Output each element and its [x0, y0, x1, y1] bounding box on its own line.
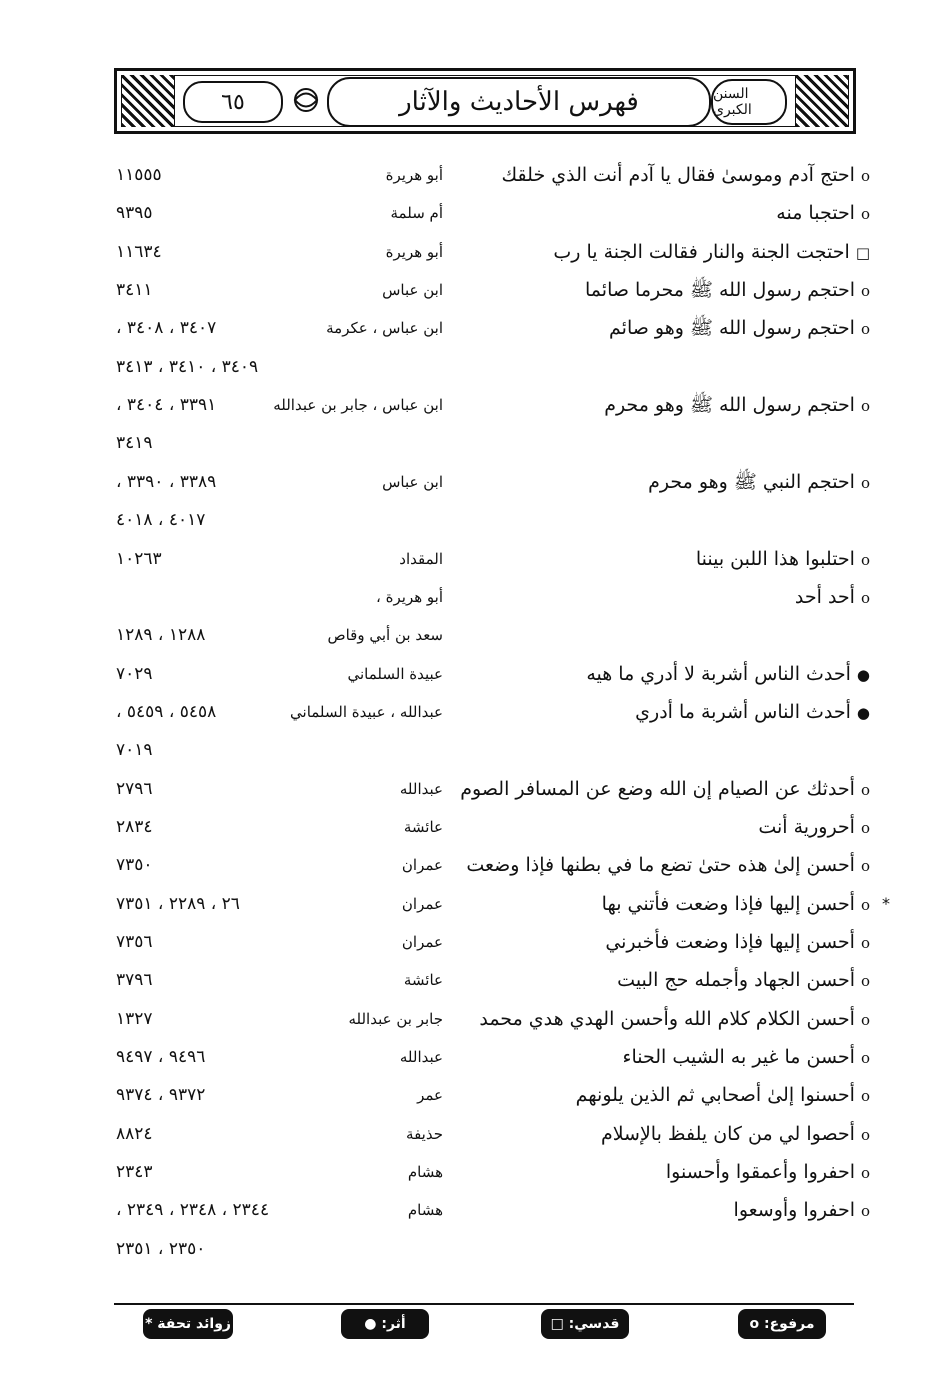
hadith-text-label: أحصوا لي من كان يلفظ بالإسلام	[600, 1122, 855, 1145]
hadith-text-label: احتجم رسول الله ﷺ محرما صائما	[585, 279, 855, 302]
list-item	[0, 425, 945, 461]
narrator: هشام	[407, 1201, 443, 1220]
hadith-text	[635, 694, 870, 731]
legend-marfu: مرفوع: o	[738, 1309, 826, 1339]
entry-marker-icon: o	[860, 895, 870, 914]
hadith-numbers: ٣٤١٩	[116, 433, 153, 454]
list-item	[0, 349, 945, 385]
list-item	[0, 924, 945, 960]
hadith-text-label: احفروا وأعمقوا وأحسنوا	[665, 1161, 855, 1184]
entry-marker-icon: o	[860, 934, 870, 952]
entry-marker-icon: o	[860, 1049, 870, 1068]
page-title: فهرس الأحاديث والآثار	[327, 77, 711, 127]
hadith-text-label: احتجت الجنة والنار فقالت الجنة يا رب	[553, 240, 850, 263]
list-item	[0, 1001, 945, 1037]
hadith-text	[648, 464, 870, 501]
hadith-text	[666, 1154, 870, 1191]
hadith-text	[776, 195, 870, 232]
narrator: عمران	[401, 856, 443, 875]
hadith-numbers: ٩٣٩٥	[116, 203, 153, 224]
entry-marker-icon: o	[860, 588, 870, 607]
narrator: أبو هريرة	[385, 242, 443, 261]
hadith-text-label: أحدث الناس أشربة لا أدري ما هيه	[586, 662, 851, 685]
narrator: أبو هريرة ،	[376, 587, 443, 606]
hadith-numbers: ٧٣٥٠	[116, 855, 153, 876]
entry-marker-icon: o	[860, 397, 870, 416]
narrator: عبيدة السلماني	[347, 664, 443, 683]
hadith-text-label: أحسن ما غير به الشيب الحناء	[622, 1046, 855, 1069]
hadith-text	[576, 1077, 870, 1114]
hadith-text	[734, 1192, 870, 1229]
list-item	[0, 1077, 945, 1113]
hadith-text-label: أحدث الناس أشربة ما أدري	[635, 700, 851, 723]
list-item	[0, 1116, 945, 1152]
hadith-numbers: ٢٧٩٦	[116, 778, 153, 799]
list-item	[0, 464, 945, 500]
entry-marker-icon: o	[860, 857, 870, 876]
list-item	[0, 617, 945, 653]
hadith-numbers: ١١٥٥٥	[116, 165, 162, 185]
hadith-text-label: احتجبا منه	[776, 202, 855, 225]
hadith-text-label: احتجم رسول الله ﷺ وهو صائم	[609, 317, 855, 340]
list-item	[0, 1231, 945, 1267]
narrator: سعد بن أبي وقاص	[327, 626, 443, 645]
narrator: هشام	[407, 1163, 443, 1182]
narrator: عبدالله ، عبيدة السلماني	[290, 702, 443, 721]
hadith-numbers: ٢٣٤٣	[116, 1162, 153, 1183]
hadith-numbers: ٣٣٨٩ ، ٣٣٩٠ ،	[116, 471, 217, 492]
entry-marker-icon: ●	[856, 703, 870, 722]
hadith-numbers: ٨٨٢٤	[116, 1123, 153, 1144]
hadith-numbers: ٣٣٩١ ، ٣٤٠٤ ،	[116, 395, 217, 416]
list-item	[0, 656, 945, 692]
hadith-numbers: ٣٤٠٧ ، ٣٤٠٨ ،	[116, 318, 217, 339]
hadith-numbers: ٧٠١٩	[116, 740, 153, 761]
hadith-numbers: ١١٦٣٤	[116, 241, 162, 262]
list-item	[0, 579, 945, 615]
entry-marker-icon: o	[860, 1164, 870, 1183]
hadith-text-label: احتجم النبي ﷺ وهو محرم	[648, 470, 855, 493]
hadith-text	[795, 579, 870, 616]
narrator: المقداد	[399, 549, 443, 568]
entry-marker-icon: o	[860, 818, 870, 837]
list-item	[0, 310, 945, 346]
list-item	[0, 234, 945, 270]
hadith-numbers: ٤٠١٧ ، ٤٠١٨	[116, 510, 206, 531]
footer-divider	[114, 1303, 854, 1305]
narrator: عمران	[401, 933, 443, 951]
list-item	[0, 1154, 945, 1190]
list-item	[0, 272, 945, 308]
list-item	[0, 157, 945, 193]
hadith-text-label: أحسن الجهاد وأجمله حج البيت	[617, 969, 855, 992]
hadith-text-label: أحسن إليها فإذا وضعت فأتني بها	[601, 892, 855, 915]
hadith-text	[502, 157, 870, 194]
page-number: ٦٥	[183, 81, 283, 123]
list-item	[0, 387, 945, 423]
entry-marker-icon: □	[855, 243, 870, 262]
narrator: أبو هريرة	[385, 166, 443, 184]
entry-marker-icon: o	[860, 282, 870, 301]
hadith-numbers: ٥٤٥٨ ، ٥٤٥٩ ،	[116, 701, 217, 722]
list-item	[0, 962, 945, 998]
hadith-text-label: أحد أحد	[794, 585, 855, 608]
legend-zawaid: زوائد تحفة *	[143, 1309, 233, 1339]
list-item	[0, 771, 945, 807]
list-item	[0, 541, 945, 577]
narrator: عبدالله	[399, 1048, 443, 1067]
hadith-numbers: ٢٨٣٤	[116, 816, 153, 837]
entry-marker-icon: o	[860, 167, 870, 185]
hadith-numbers: ١٣٢٧	[116, 1008, 153, 1029]
hadith-text	[605, 924, 870, 961]
entry-marker-icon: o	[860, 1125, 870, 1144]
narrator: عبدالله	[399, 779, 443, 798]
entry-marker-icon: o	[860, 780, 870, 799]
narrator: عمران	[401, 894, 443, 913]
narrator: حذيفة	[406, 1124, 443, 1143]
list-item	[0, 195, 945, 231]
entry-marker-icon: o	[860, 473, 870, 492]
hadith-numbers: ١٠٢٦٣	[116, 548, 162, 569]
book-logo: السنن الكبرى	[711, 79, 787, 125]
list-item	[0, 502, 945, 538]
list-item	[0, 1192, 945, 1228]
entry-marker-icon: o	[860, 320, 870, 339]
hadith-numbers: ٧٣٥٦	[116, 932, 153, 952]
narrator: ابن عباس	[382, 281, 443, 300]
narrator: جابر بن عبدالله	[348, 1009, 443, 1028]
hadith-numbers: ٢٣٥٠ ، ٢٣٥١	[116, 1238, 206, 1259]
hadith-text	[586, 656, 870, 693]
hadith-text-label: أحسن إلىٰ هذه حتىٰ تضع ما في بطنها فإذا وضعت	[466, 854, 855, 877]
narrator: عائشة	[403, 817, 443, 836]
hadith-text	[604, 387, 870, 424]
entry-marker-icon: o	[860, 550, 870, 569]
list-item	[0, 809, 945, 845]
hadith-numbers: ٩٤٩٦ ، ٩٤٩٧	[116, 1047, 206, 1068]
hadith-text	[466, 847, 870, 884]
narrator: عمر	[417, 1086, 443, 1105]
narrator: ابن عباس	[382, 472, 443, 491]
entry-marker-icon: o	[860, 972, 870, 991]
list-item	[0, 886, 945, 922]
narrator: عائشة	[403, 971, 443, 990]
hadith-text-label: احفروا وأوسعوا	[733, 1199, 855, 1222]
hadith-text-label: أحرورية أنت	[758, 815, 855, 838]
legend-qudsi: قدسي: □	[541, 1309, 629, 1339]
hadith-numbers: ٢٣٤٤ ، ٢٣٤٨ ، ٢٣٤٩ ،	[116, 1200, 270, 1221]
hadith-text	[609, 310, 870, 347]
narrator: ابن عباس ، عكرمة	[326, 319, 443, 338]
hadith-text	[696, 541, 870, 578]
hadith-numbers: ٧٠٢٩	[116, 663, 153, 684]
hadith-numbers: ٢٦ ، ٢٢٨٩ ، ٧٣٥١	[116, 893, 240, 914]
entry-marker-icon: ●	[856, 665, 870, 684]
hadith-text	[460, 771, 870, 808]
hadith-numbers: ٣٤١١	[116, 280, 153, 301]
entry-marker-icon: o	[860, 1087, 870, 1106]
list-item	[0, 732, 945, 768]
entry-marker-icon: o	[860, 1010, 870, 1029]
hadith-numbers: ١٢٨٨ ، ١٢٨٩	[116, 625, 206, 646]
legend-athar: أثر: ●	[341, 1309, 429, 1339]
list-item	[0, 1039, 945, 1075]
hadith-text-label: أحسن الكلام كلام الله وأحسن الهدي هدي محمد	[479, 1007, 855, 1030]
hadith-numbers: ٣٧٩٦	[116, 970, 153, 991]
hadith-text-label: احتلبوا هذا اللبن بيننا	[695, 547, 855, 570]
hadith-text	[758, 809, 870, 846]
hadith-text-label: احتجم رسول الله ﷺ وهو محرم	[604, 394, 855, 417]
hadith-text	[585, 272, 870, 309]
hadith-text	[623, 1039, 870, 1076]
hadith-text	[479, 1001, 870, 1038]
zawaid-star-icon: *	[882, 893, 890, 913]
hadith-text-label: أحسنوا إلىٰ أصحابي ثم الذين يلونهم	[575, 1084, 855, 1107]
entry-marker-icon: o	[860, 1202, 870, 1221]
hadith-text	[601, 1116, 870, 1153]
hadith-text	[617, 962, 870, 999]
hadith-numbers: ٩٣٧٢ ، ٩٣٧٤	[116, 1085, 206, 1106]
entry-marker-icon: o	[860, 205, 870, 224]
list-item	[0, 694, 945, 730]
hadith-text	[602, 886, 870, 923]
hadith-numbers: ٣٤٠٩ ، ٣٤١٠ ، ٣٤١٣	[116, 356, 259, 377]
hadith-text-label: احتج آدم وموسىٰ فقال يا آدم أنت الذي خلقك	[501, 164, 855, 186]
hadith-text	[553, 234, 870, 271]
narrator: أم سلمة	[390, 204, 443, 223]
hadith-text-label: أحدثك عن الصيام إن الله وضع عن المسافر الصوم	[460, 777, 855, 800]
hadith-text-label: أحسن إليها فإذا وضعت فأخبرني	[605, 931, 855, 953]
list-item	[0, 847, 945, 883]
narrator: ابن عباس ، جابر بن عبدالله	[273, 396, 443, 415]
